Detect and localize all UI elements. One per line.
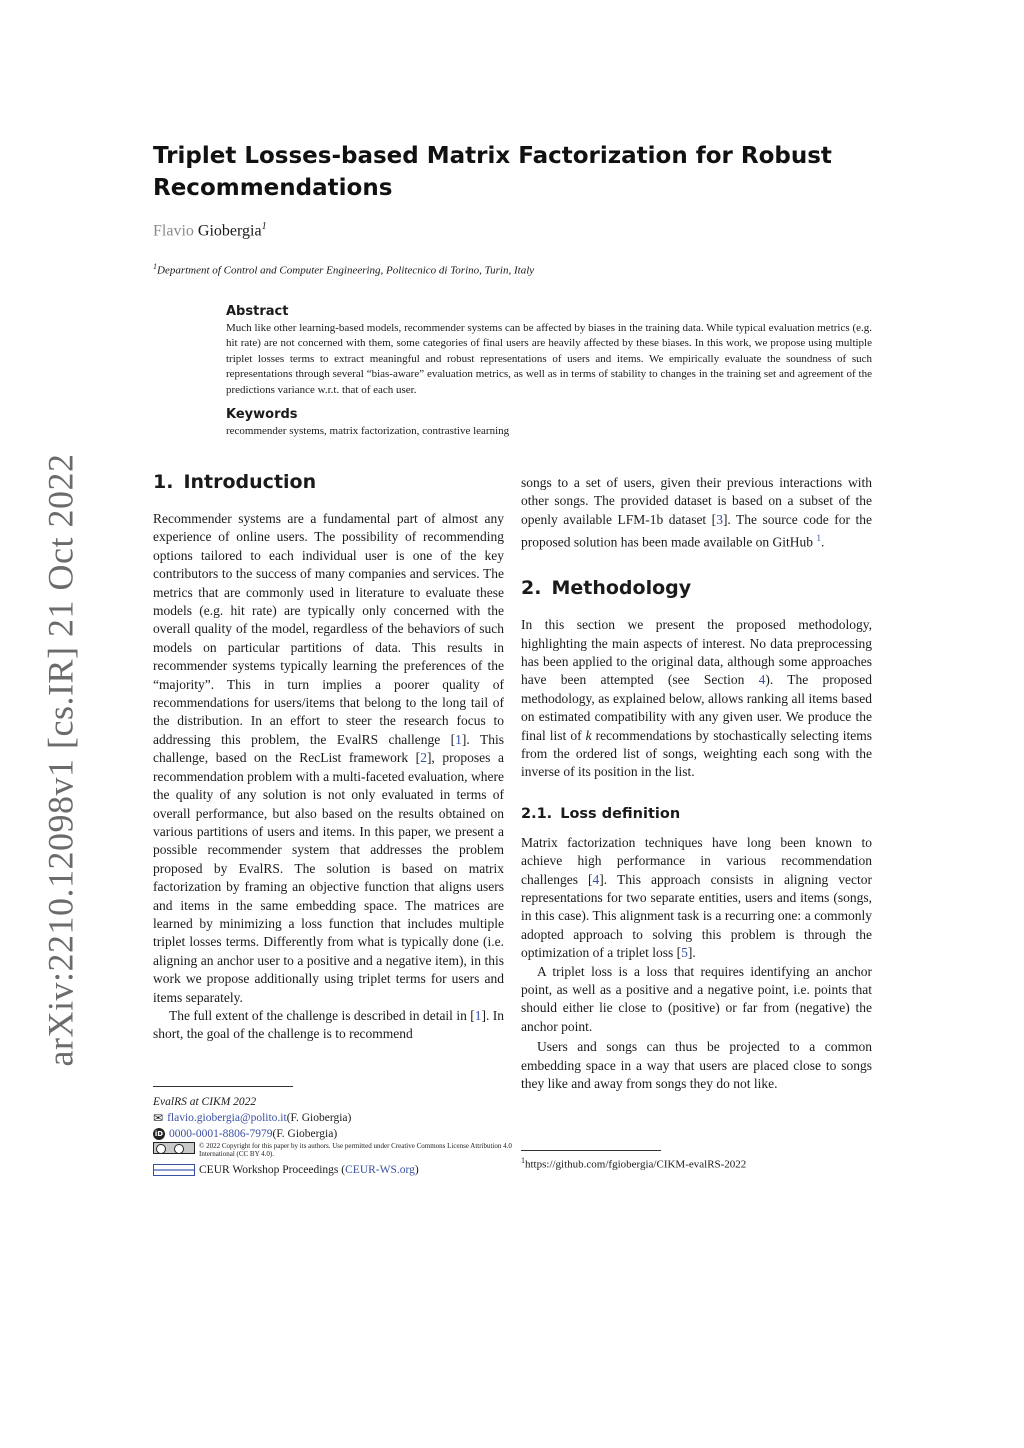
footnote-rule-right <box>521 1150 661 1151</box>
footnote-rule-left <box>153 1086 293 1087</box>
text-run: ]. In short, the goal of the challenge is to recommend <box>153 1007 504 1042</box>
keywords-block <box>226 406 872 439</box>
loss-paragraph-1 <box>521 834 872 963</box>
venue-line <box>153 1094 533 1110</box>
author-affil-marker: 1 <box>261 221 267 232</box>
author-last-name: Giobergia <box>197 222 262 240</box>
abstract-block <box>226 303 872 398</box>
intro-continuation <box>521 474 872 552</box>
text-run: ], proposes a recommendation problem with a multi-faceted evaluation, where the quality of any solution is not only evaluated in terms of overall performance, but also based on the results obtained on various partitions of users and items. In this paper, we present a possible recommender system that addresses the problem proposed by EvalRS. The solution is based on matrix factorization by framing an objective function that aligns users and items in the same embedding space. The matrices are learned by minimizing a loss function that includes multiple triplet losses terms. Differently from what is typically done (i.e. aligning an anchor user to a positive and a negative item), in this work we propose additionally using triplet terms for users and items separately. <box>153 750 505 1005</box>
subsection-loss-heading <box>521 804 872 824</box>
affiliation <box>153 262 534 277</box>
intro-paragraph-1 <box>153 510 504 1007</box>
loss-paragraph-3: Users and songs can thus be projected to a common embedding space in a way that users are placed close to songs they like and away from songs they do not like. <box>521 1039 872 1092</box>
ceur-text: CEUR Workshop Proceedings ( <box>199 1164 346 1176</box>
loss-paragraph-2: A triplet loss is a loss that requires identifying an anchor point, as well as a positive and a negative point, i.e. points that should either lie close to (positive) or far from (negative) the anchor point. <box>521 963 872 1034</box>
section-introduction-heading <box>153 470 504 494</box>
keywords-text: recommender systems, matrix factorization, contrastive learning <box>226 425 510 437</box>
section-number: 1. <box>153 471 174 493</box>
orcid-line <box>153 1126 533 1142</box>
subsection-title: Loss definition <box>560 805 681 822</box>
footnote-number: 1 <box>521 1156 525 1165</box>
citation-link[interactable]: 1 <box>474 1007 482 1023</box>
citation-link[interactable]: 5 <box>681 945 688 961</box>
abstract-text: Much like other learning-based models, recommender systems can be affected by biases in the training data. While typical evaluation metrics (e.g. hit rate) are not concerned with them, some categories of final users are heavily affected by these biases. In this work, we propose using multiple triplet losses terms to extract meaningful and robust representations of users and items. We empirically evaluate the soundness of such representations through several “bias-aware” evaluation metrics, as well as in terms of stability to changes in the training set and agreement of the predictions variance w.r.t. that of each user. <box>226 322 872 396</box>
citation-link[interactable]: 3 <box>716 511 723 527</box>
section-methodology-heading <box>521 576 872 600</box>
orcid-icon: iD <box>154 1130 164 1138</box>
arxiv-side-stamp <box>32 453 88 1067</box>
text-run: recommendations by stochastically selecting items from the ordered list of songs, weighting each song with the inverse of its position in the list. <box>521 727 872 780</box>
affil-text: Department of Control and Computer Engineering, Politecnico di Torino, Turin, Italy <box>157 264 535 277</box>
text-run: The full extent of the challenge is described in detail in [ <box>169 1007 475 1023</box>
orcid-link[interactable]: 0000-0001-8806-7979 <box>169 1128 273 1140</box>
orcid-author: (F. Giobergia) <box>272 1128 338 1140</box>
abstract-heading: Abstract <box>226 304 289 319</box>
text-run: In this section we present the proposed methodology, highlighting the main aspects of interest. No data preprocessing has been applied to the original data, although some approaches have been attempted (see Section <box>521 617 872 688</box>
email-link[interactable]: flavio.giobergia@polito.it <box>167 1112 287 1124</box>
citation-link[interactable]: 1 <box>455 731 462 747</box>
ceur-logo-icon <box>153 1164 195 1176</box>
text-run: . <box>820 534 825 550</box>
ceur-text-end: ) <box>414 1164 419 1176</box>
arxiv-id-text: arXiv:2210.12098v1 [cs.IR] 21 Oct 2022 <box>40 453 81 1067</box>
email-author: (F. Giobergia) <box>286 1112 352 1124</box>
footnote-right <box>521 1156 746 1171</box>
footnote-marker[interactable]: 1 <box>816 533 821 544</box>
copyright-text: © 2022 Copyright for this paper by its authors. Use permitted under Creative Commons License Attribution 4.0 International (CC BY 4.0). <box>199 1142 512 1158</box>
keywords-heading: Keywords <box>226 407 298 422</box>
section-number: 2. <box>521 577 542 600</box>
license-line <box>153 1142 533 1162</box>
math-variable-k: k <box>585 727 592 743</box>
email-line <box>153 1110 533 1126</box>
text-run: ]. The source code for the proposed solution has been made available on GitHub <box>521 511 872 550</box>
text-run: ]. This challenge, based on the RecList framework [ <box>153 731 504 766</box>
envelope-icon: ✉ <box>153 1111 164 1125</box>
left-column <box>153 470 504 1044</box>
author-line <box>153 221 267 240</box>
intro-paragraph-2 <box>153 1007 504 1044</box>
author-first-name: Flavio <box>153 222 194 240</box>
footnotes-left <box>153 1094 533 1178</box>
footnote-url[interactable]: https://github.com/fgiobergia/CIKM-evalRS-2022 <box>525 1158 747 1171</box>
text-run: Recommender systems are a fundamental part of almost any experience of online users. The possibility of recommending options tailored to each individual user is one of the key contributors to the success of many companies and services. The metrics that are commonly used in literature to evaluate these models (e.g. hit rate) are typically only concerned with the overall quality of the model, regardless of the behaviors of such models on particular partitions of data. This results in recommender systems typically learning the preferences of the “majority”. This in turn implies a poorer quality of recommendations for users/items that belong to the long tail of the distribution. In an effort to steer the research focus to addressing this problem, the EvalRS challenge [ <box>153 511 504 747</box>
paper-title: Triplet Losses-based Matrix Factorization for Robust Recommendations <box>153 143 832 201</box>
text-run: ]. <box>687 945 696 961</box>
affil-marker: 1 <box>153 262 157 271</box>
text-run: ). The proposed methodology, as explained below, allows ranking all items based on estimated compatibility with any given user. We produce the final list of <box>521 672 872 743</box>
ceur-link[interactable]: CEUR-WS.org <box>345 1164 415 1176</box>
venue-text: EvalRS at CIKM 2022 <box>153 1096 257 1108</box>
section-title: Introduction <box>183 471 317 493</box>
ceur-line <box>153 1162 533 1178</box>
right-column <box>521 474 872 1093</box>
methodology-paragraph-1 <box>521 616 872 782</box>
cc-by-license-icon <box>153 1142 195 1154</box>
text-run: Matrix factorization techniques have long been known to achieve high performance in various recommendation challenges [ <box>521 834 872 887</box>
citation-link[interactable]: 4 <box>592 871 600 887</box>
citation-link[interactable]: 2 <box>420 750 427 766</box>
section-title: Methodology <box>551 577 692 600</box>
text-run: songs to a set of users, given their previous interactions with other songs. The provided dataset is based on a subset of the openly available LFM-1b dataset [ <box>521 475 872 527</box>
subsection-number: 2.1. <box>521 805 553 822</box>
text-run: ]. This approach consists in aligning vector representations for two separate entities, users and items (songs, in this case). This alignment task is a recurring one: a commonly adopted approach to solving this problem is through the optimization of a triplet loss [ <box>521 871 872 961</box>
citation-link[interactable]: 4 <box>758 672 766 688</box>
